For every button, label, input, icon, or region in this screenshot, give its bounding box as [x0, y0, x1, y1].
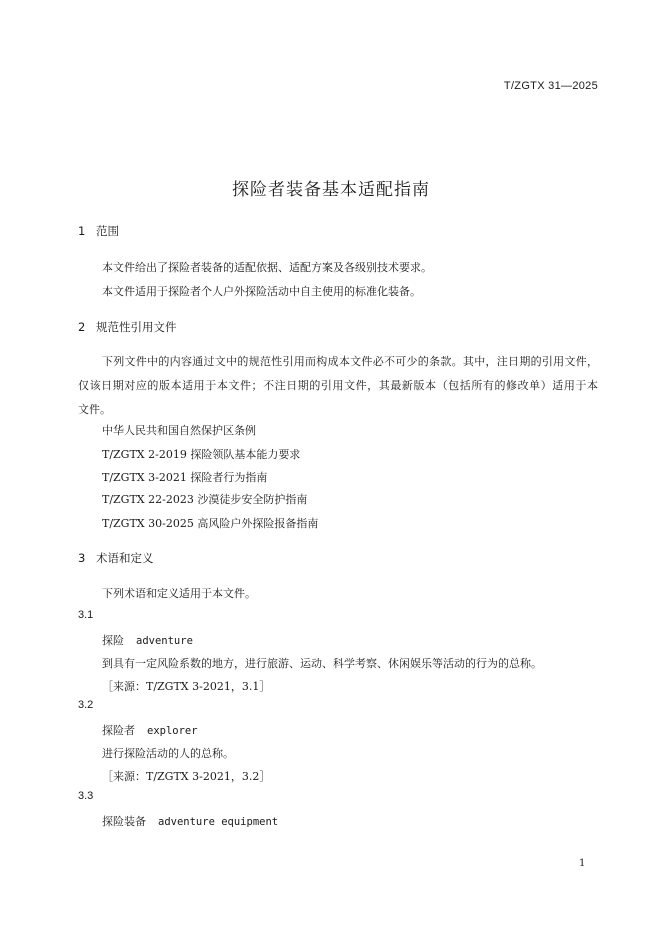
term-definition: 到具有一定风险系数的地方，进行旅游、运动、科学考察、休闲娱乐等活动的行为的总称。	[102, 657, 542, 670]
term-entry	[102, 813, 278, 829]
paragraph-line: 文件。	[78, 403, 111, 416]
term-number: 3.1	[78, 609, 94, 621]
reference-item: 中华人民共和国自然保护区条例	[102, 424, 256, 437]
term-number: 3.2	[78, 699, 94, 711]
reference-item: T/ZGTX 2-2019 探险领队基本能力要求	[102, 448, 301, 461]
section-title: 范围	[96, 224, 119, 238]
reference-item: T/ZGTX 3-2021 探险者行为指南	[102, 471, 268, 484]
term-en: explorer	[147, 725, 198, 737]
paragraph-line: 下列文件中的内容通过文中的规范性引用而构成本文件必不可少的条款。其中，注日期的引用文件，	[102, 355, 598, 368]
section-2-heading	[78, 319, 177, 335]
section-number: 3	[78, 551, 86, 565]
section-number: 1	[78, 224, 86, 238]
paragraph: 本文件适用于探险者个人户外探险活动中自主使用的标准化装备。	[102, 285, 421, 298]
paragraph: 下列术语和定义适用于本文件。	[102, 587, 256, 600]
reference-item: T/ZGTX 22-2023 沙漠徒步安全防护指南	[102, 493, 308, 506]
paragraph-line: 仅该日期对应的版本适用于本文件；不注日期的引用文件，其最新版本（包括所有的修改单）适用于本	[78, 379, 598, 392]
section-3-heading	[78, 550, 154, 566]
section-number: 2	[78, 320, 86, 334]
document-id: T/ZGTX 31—2025	[503, 80, 598, 92]
term-en: adventure equipment	[158, 816, 279, 828]
paragraph: 本文件给出了探险者装备的适配依据、适配方案及各级别技术要求。	[102, 261, 432, 274]
term-number: 3.3	[78, 790, 94, 802]
term-entry	[102, 632, 193, 648]
term-source: ［来源：T/ZGTX 3-2021，3.2］	[102, 770, 271, 783]
term-zh: 探险装备	[102, 815, 146, 828]
page-title: 探险者装备基本适配指南	[232, 180, 430, 200]
section-title: 术语和定义	[96, 551, 154, 565]
section-title: 规范性引用文件	[96, 320, 177, 334]
term-zh: 探险	[102, 634, 124, 647]
term-source: ［来源：T/ZGTX 3-2021，3.1］	[102, 680, 271, 693]
term-zh: 探险者	[102, 724, 135, 737]
term-entry	[102, 722, 198, 738]
reference-item: T/ZGTX 30-2025 高风险户外探险报备指南	[102, 517, 319, 530]
term-en: adventure	[136, 635, 193, 647]
term-definition: 进行探险活动的人的总称。	[102, 747, 234, 760]
section-1-heading	[78, 223, 119, 239]
page-number: 1	[579, 858, 586, 869]
